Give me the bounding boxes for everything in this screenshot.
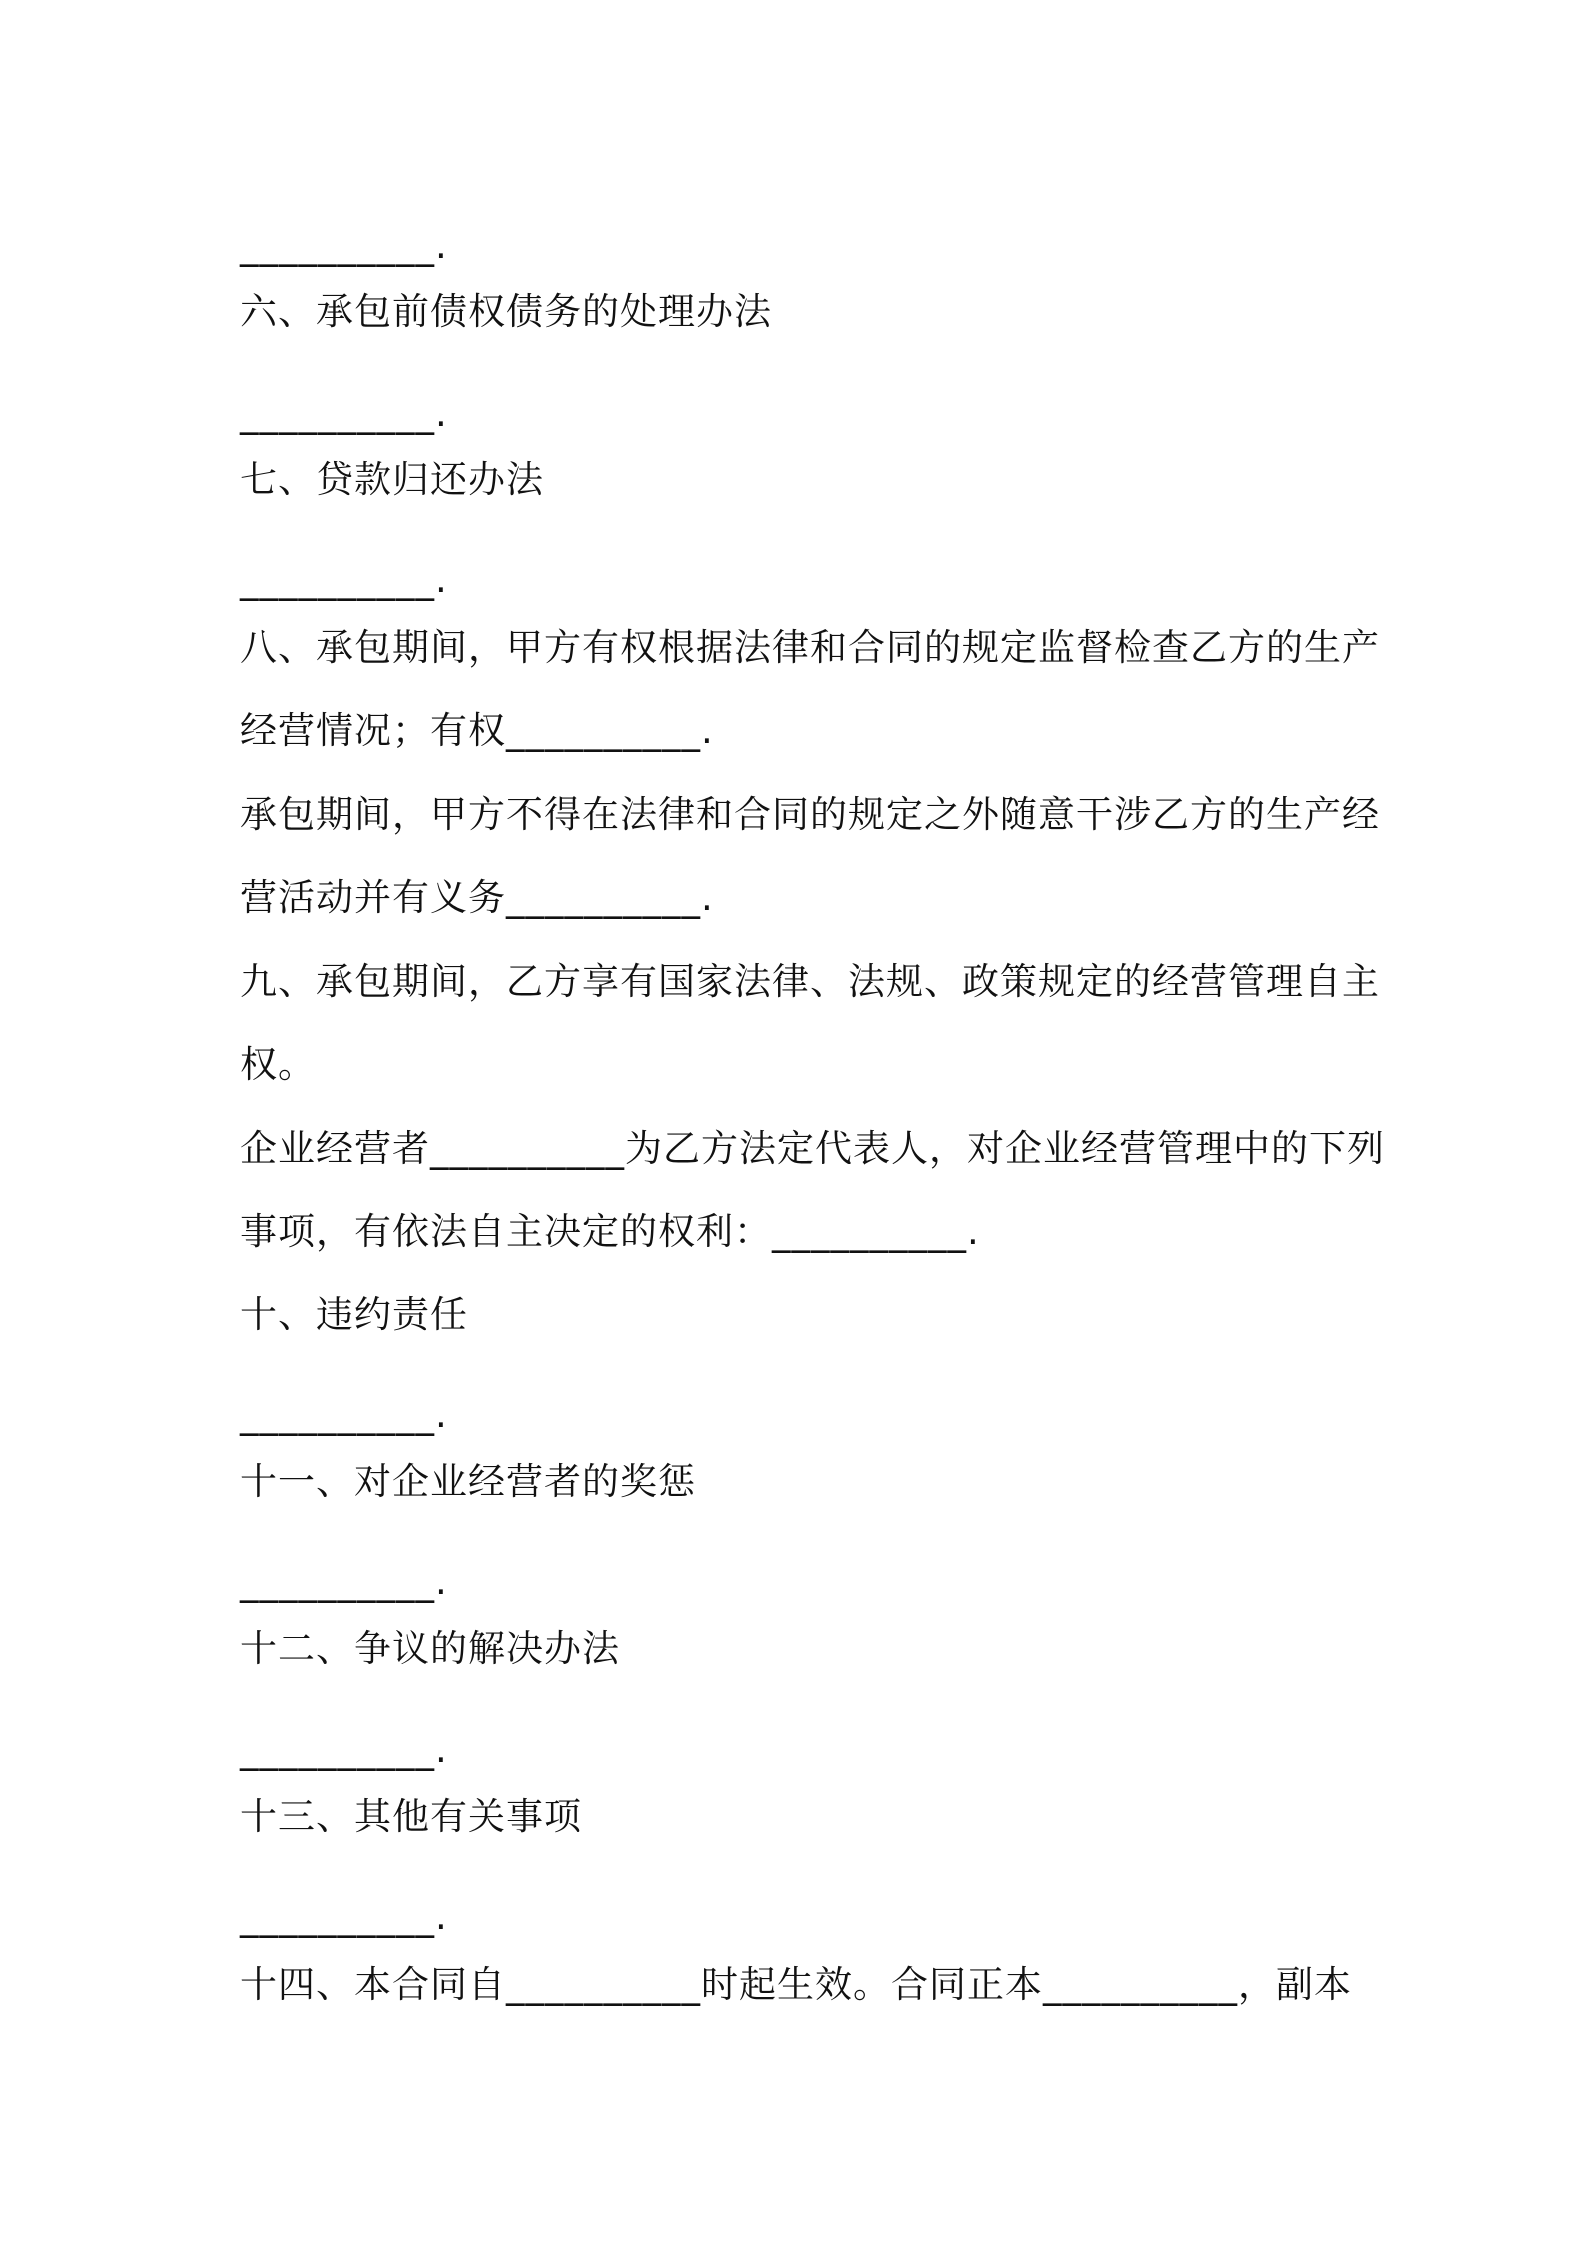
blank-line: __________. — [240, 558, 448, 601]
blank-line: __________. — [240, 1393, 448, 1436]
clause-8-obligation-cont: 营活动并有义务__________. — [240, 876, 714, 919]
clause-8-text-cont: 经营情况；有权__________. — [240, 709, 714, 752]
blank-line: __________. — [240, 1895, 448, 1938]
clause-10-heading: 十、违约责任 — [240, 1293, 468, 1336]
blank-line: __________. — [240, 1560, 448, 1603]
clause-9-operator-cont: 事项，有依法自主决定的权利：__________. — [240, 1210, 980, 1253]
clause-11-heading: 十一、对企业经营者的奖惩 — [240, 1460, 696, 1503]
clause-8-text: 八、承包期间，甲方有权根据法律和合同的规定监督检查乙方的生产 — [240, 626, 1380, 669]
clause-14-text: 十四、本合同自__________时起生效。合同正本__________，副本 — [240, 1963, 1352, 2006]
blank-line: __________. — [240, 1728, 448, 1771]
clause-6-heading: 六、承包前债权债务的处理办法 — [240, 290, 772, 333]
clause-9-operator: 企业经营者__________为乙方法定代表人，对企业经营管理中的下列 — [240, 1127, 1385, 1170]
blank-line: __________. — [240, 392, 448, 435]
clause-12-heading: 十二、争议的解决办法 — [240, 1627, 620, 1670]
blank-line: __________. — [240, 224, 448, 267]
clause-9-text-cont: 权。 — [240, 1043, 316, 1086]
clause-8-obligation: 承包期间，甲方不得在法律和合同的规定之外随意干涉乙方的生产经 — [240, 793, 1380, 836]
clause-9-text: 九、承包期间，乙方享有国家法律、法规、政策规定的经营管理自主 — [240, 960, 1380, 1003]
clause-7-heading: 七、贷款归还办法 — [240, 458, 544, 501]
clause-13-heading: 十三、其他有关事项 — [240, 1795, 582, 1838]
